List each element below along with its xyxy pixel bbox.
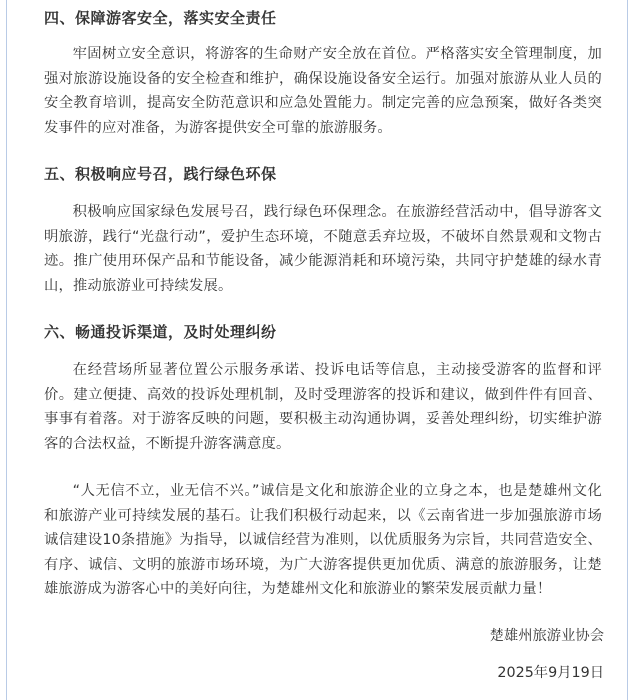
section-4-heading: 四、保障游客安全，落实安全责任 <box>44 9 277 27</box>
section-5-heading: 五、积极响应号召，践行绿色环保 <box>44 165 277 183</box>
section-4-body: 牢固树立安全意识，将游客的生命财产安全放在首位。严格落实安全管理制度，加强对旅游设施设备的安全检查和维护，确保设施设备安全运行。加强对旅游从业人员的安全教育培训，提高安全防范意识和应急处置能力。制定完善的应急预案，做好各类突发事件的应对准备，为游客提供安全可靠的旅游服务。 <box>44 46 602 136</box>
signature-date: 2025年9月19日 <box>497 665 604 681</box>
section-6-body: 在经营场所显著位置公示服务承诺、投诉电话等信息，主动接受游客的监督和评价。建立便捷、高效的投诉处理机制，及时受理游客的投诉和建议，做到件件有回音、事事有着落。对于游客反映的问题，要积极主动沟通协调，妥善处理纠纷，切实维护游客的合法权益，不断提升游客满意度。 <box>44 362 602 452</box>
section-6-heading: 六、畅通投诉渠道，及时处理纠纷 <box>44 323 277 341</box>
section-5-body: 积极响应国家绿色发展号召，践行绿色环保理念。在旅游经营活动中，倡导游客文明旅游，践行“光盘行动”，爱护生态环境，不随意丢弃垃圾，不破坏自然景观和文物古迹。推广使用环保产品和节能设备，减少能源消耗和环境污染，共同守护楚雄的绿水青山，推动旅游业可持续发展。 <box>44 204 602 294</box>
closing-paragraph: “人无信不立，业无信不兴。”诚信是文化和旅游企业的立身之本，也是楚雄州文化和旅游产业可持续发展的基石。让我们积极行动起来，以《云南省进一步加强旅游市场诚信建设10条措施》为指导，以诚信经营为准则，以优质服务为宗旨，共同营造安全、有序、诚信、文明的旅游市场环境，为广大游客提供更加优质、满意的旅游服务，让楚雄旅游成为游客心中的美好向往，为楚雄州文化和旅游业的繁荣发展贡献力量！ <box>44 483 602 597</box>
signature-organization: 楚雄州旅游业协会 <box>489 628 604 644</box>
